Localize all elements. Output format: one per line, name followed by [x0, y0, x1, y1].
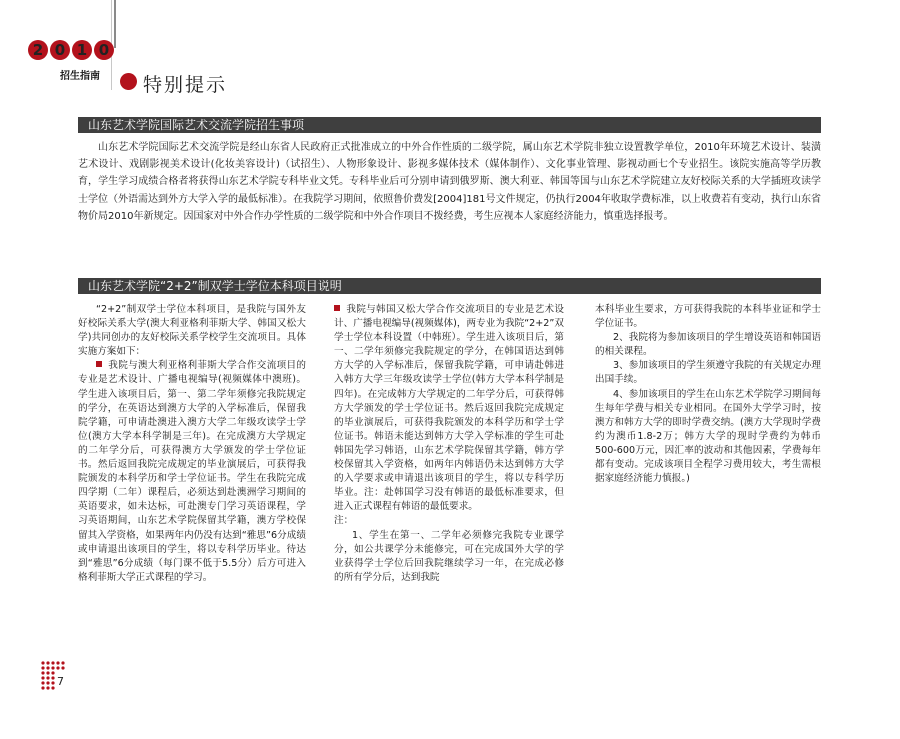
section-title: 山东艺术学院“2+2”制双学士学位本科项目说明	[78, 278, 821, 294]
text-column	[78, 303, 306, 585]
paragraph-text: 我院与澳大利亚格利菲斯大学合作交流项目的专业是艺术设计、广播电视编导(视频媒体中澳班)。学生进入该项目后，第一、第二学年须修完我院规定的学分，在英语达到澳方大学的入学标准后，保留我院学籍，可申请赴澳进入澳方大学二年级攻读学士学位(澳方大学本科学制是三年)。在完成澳方大学规定的二年学分后，可获得澳方大学颁发的学士学位证书。然后返回我院完成规定的毕业演展后，可获得我院颁发的本科学历和学士学位证书。学生在我院完成四学期（二年）课程后，必须达到赴澳洲学习期间的英语要求，如未达标，可赴澳专门学习英语课程，学习英语期间，山东艺术学院保留其学籍，澳方学校保留其入学资格，如果两年内仍没有达到“雅思”6分成绩或申请退出该项目的学生，将以专科学历毕业。待达到“雅思”6分成绩（每门课不低于5.5分）后方可进入格利菲斯大学正式课程的学习。	[78, 360, 306, 583]
square-bullet-icon	[96, 361, 102, 367]
year-digit: 0	[54, 41, 66, 59]
section-body	[78, 139, 821, 225]
note-label: 注：	[334, 515, 354, 527]
decorative-line	[114, 0, 116, 48]
year-digit: 2	[32, 41, 44, 59]
logo-subtitle: 招生指南	[60, 71, 100, 82]
paragraph: “2+2”制双学士学位本科项目，是我院与国外友好校际关系大学(澳大利亚格利菲斯大学、韩国又松大学)共同创办的友好校际关系学校学生交流项目。具体实施方案如下：	[78, 304, 306, 358]
year-logo	[28, 40, 114, 60]
section-title: 山东艺术学院国际艺术交流学院招生事项	[78, 117, 821, 133]
paragraph: 4、参加该项目的学生在山东艺术学院学习期间每生每年学费与相关专业相同。在国外大学学习时，按澳方和韩方大学的即时学费交纳。(澳方大学现时学费约为澳币1.8-2万；韩方大学的现时学费约为韩币500-600万元，因汇率的波动和其他因素，学费每年都有变动。完成该项目全程学习费用较大，考生需根据家庭经济能力慎报。)	[595, 388, 821, 485]
paragraph: 3、参加该项目的学生须遵守我院的有关规定办理出国手续。	[595, 360, 821, 386]
paragraph: 山东艺术学院国际艺术交流学院是经山东省人民政府正式批准成立的中外合作性质的二级学院，属山东艺术学院非独立设置教学单位，2010年环境艺术设计、装潢艺术设计、戏剧影视美术设计(化妆美容设计)（试招生）、人物形象设计、影视多媒体技术（媒体制作）、文化事业管理、影视动画七个专业招生。该院实施高等学历教育，学生学习成绩合格者将获得山东艺术学院专科毕业文凭。专科毕业后可分别申请到俄罗斯、澳大利亚、韩国等国与山东艺术学院建立友好校际关系的大学插班攻读学士学位（外语需达到外方大学入学的最低标准）。在我院学习期间，依照鲁价费发[2004]181号文件规定，仍执行2004年收取学费标准，以上收费若有变动，执行山东省物价局2010年新规定。因国家对中外合作办学性质的二级学院和中外合作项目不拨经费，考生应视本人家庭经济能力，慎重选择报考。	[78, 142, 821, 222]
page-title: 特别提示	[143, 74, 228, 96]
heading-bullet-icon	[120, 73, 137, 90]
paragraph: 1、学生在第一、二学年必须修完我院专业课学分，如公共课学分未能修完，可在完成国外大学的学业获得学士学位后回我院继续学习一年，在完成必修的所有学分后，达到我院	[334, 529, 564, 583]
text-column	[595, 303, 821, 486]
year-digit: 0	[98, 41, 110, 59]
square-bullet-icon	[334, 305, 340, 311]
page-number: 7	[57, 675, 64, 688]
year-digit: 1	[76, 41, 88, 59]
paragraph	[334, 303, 564, 514]
paragraph: 2、我院将为参加该项目的学生增设英语和韩国语的相关课程。	[595, 332, 821, 358]
paragraph	[78, 359, 306, 585]
paragraph-text: 我院与韩国又松大学合作交流项目的专业是艺术设计、广播电视编导(视频媒体)，两专业为我院“2+2”双学士学位本科设置（中韩班）。学生进入该项目后，第一、二学年须修完我院规定的学分，在韩国语达到韩方大学的入学标准后，保留我院学籍，可申请赴韩进入韩方大学三年级攻读学士学位(韩方大学本科学制是四年)。在完成韩方大学规定的二年学分后，可获得韩方大学颁发的学士学位证书。然后返回我院完成规定的毕业演展后，可获得我院颁发的本科学历和学士学位证书。韩语未能达到韩方大学入学标准的学生可赴韩国先学习韩语，山东艺术学院保留其学籍，韩方学校保留其入学资格，如两年内韩语仍未达到韩方大学的入学要求或申请退出该项目的学生，将以专科学历毕业。注：赴韩国学习没有韩语的最低标准要求，但进入正式课程有韩语的最低要求。	[334, 304, 564, 513]
paragraph: 本科毕业生要求，方可获得我院的本科毕业证和学士学位证书。	[595, 304, 821, 330]
text-column	[334, 303, 564, 585]
